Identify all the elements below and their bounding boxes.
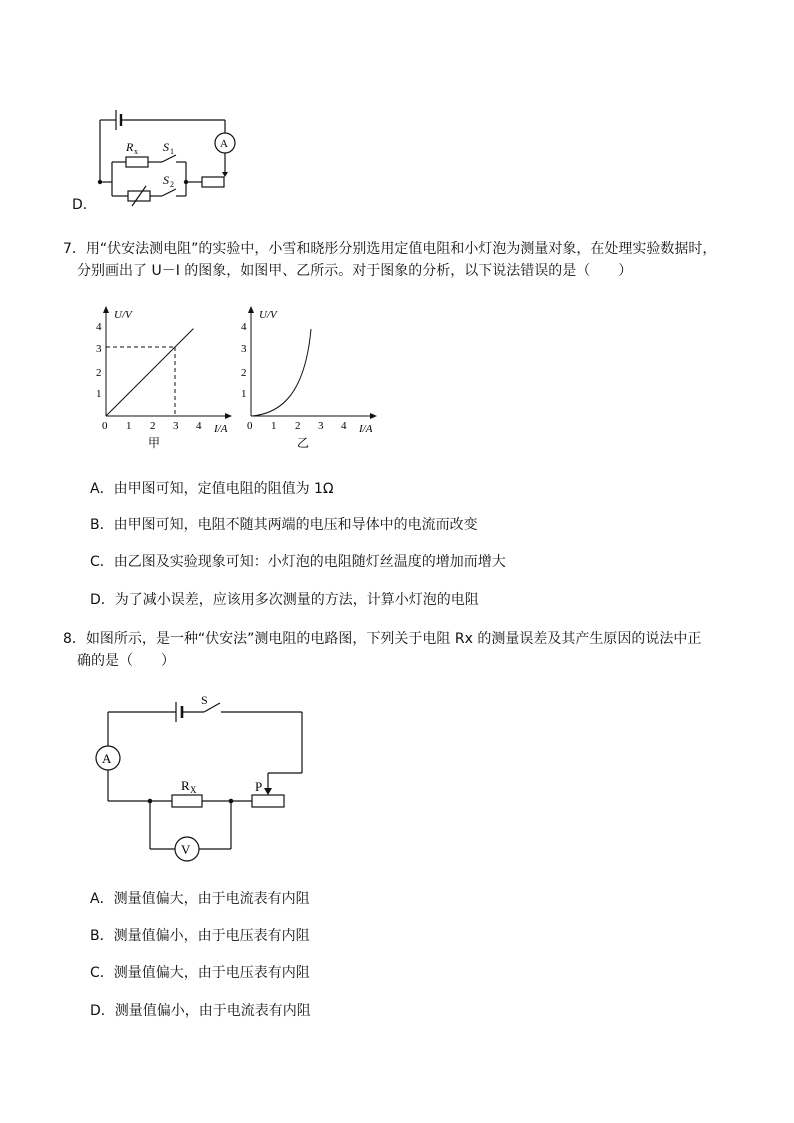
graph-caption: 乙	[297, 436, 310, 450]
q8-option-b[interactable]: B．测量值偏小，由于电压表有内阻	[90, 928, 310, 944]
rx-label: R	[181, 778, 190, 793]
q6-option-d-label: D．	[72, 197, 97, 213]
q8-option-c[interactable]: C．测量值偏大，由于电压表有内阻	[90, 965, 310, 981]
switch-label: S	[201, 693, 208, 707]
q7-option-d[interactable]: D．为了减小误差，应该用多次测量的方法，计算小灯泡的电阻	[90, 592, 479, 608]
origin-label: 0	[247, 420, 253, 432]
rx-label: R	[126, 140, 134, 154]
rx-subscript: x	[134, 147, 138, 156]
q7-option-c[interactable]: C．由乙图及实验现象可知：小灯泡的电阻随灯丝温度的增加而增大	[90, 554, 506, 570]
x-tick-4: 4	[196, 420, 202, 432]
x-tick-2: 2	[295, 420, 301, 432]
x-axis-label: I/A	[359, 423, 373, 435]
x-tick-2: 2	[150, 420, 156, 432]
x-axis-label: I/A	[214, 423, 228, 435]
y-axis-label: U/V	[114, 309, 132, 321]
s2-label: S	[163, 173, 169, 187]
data-line	[106, 329, 193, 416]
voltmeter-label: V	[181, 842, 191, 857]
y-tick-1: 1	[241, 388, 247, 400]
data-curve	[251, 329, 311, 416]
rheostat	[202, 177, 224, 187]
s1-subscript: 1	[170, 147, 174, 156]
rx-subscript: X	[190, 785, 197, 795]
q7-stem-line1: 7．用“伏安法测电阻”的实验中，小雪和晓彤分别选用定值电阻和小灯泡为测量对象，在处理实验数据时，	[63, 241, 717, 257]
x-tick-4: 4	[341, 420, 347, 432]
y-tick-2: 2	[241, 367, 247, 379]
y-tick-3: 3	[241, 343, 247, 355]
x-tick-3: 3	[318, 420, 324, 432]
slider-label: P	[255, 779, 263, 794]
s1-label: S	[163, 140, 169, 154]
switch-s1	[162, 155, 176, 162]
graph-jia	[90, 305, 240, 455]
x-tick-1: 1	[126, 420, 132, 432]
s2-subscript: 2	[170, 180, 174, 189]
y-tick-1: 1	[96, 388, 102, 400]
x-tick-1: 1	[271, 420, 277, 432]
q6-circuit-diagram	[90, 100, 270, 210]
q8-option-a[interactable]: A．测量值偏大，由于电流表有内阻	[90, 891, 310, 907]
y-tick-4: 4	[241, 321, 247, 333]
y-tick-4: 4	[96, 321, 102, 333]
switch-s2	[162, 189, 176, 196]
ammeter-label: A	[220, 138, 228, 150]
q7-option-a[interactable]: A．由甲图可知，定值电阻的阻值为 1Ω	[90, 481, 334, 497]
q8-stem-line2: 确的是（ ）	[77, 653, 175, 669]
q8-stem-line1: 8．如图所示，是一种“伏安法”测电阻的电路图，下列关于电阻 Rx 的测量误差及其产生原因的说法中正	[63, 631, 702, 647]
q7-stem-line2: 分别画出了 U－I 的图象，如图甲、乙所示。对于图象的分析，以下说法错误的是（ ）	[77, 263, 633, 279]
x-tick-3: 3	[173, 420, 179, 432]
graph-yi	[235, 305, 385, 455]
origin-label: 0	[102, 420, 108, 432]
q8-option-d[interactable]: D．测量值偏小，由于电流表有内阻	[90, 1003, 311, 1019]
graph-caption: 甲	[148, 436, 161, 450]
y-axis-label: U/V	[259, 309, 277, 321]
ammeter-label: A	[102, 751, 112, 766]
rx-resistor	[126, 157, 148, 167]
q8-circuit-diagram	[90, 688, 320, 868]
y-tick-3: 3	[96, 343, 102, 355]
y-tick-2: 2	[96, 367, 102, 379]
rx-resistor	[172, 795, 202, 807]
rheostat	[252, 795, 284, 807]
variable-resistor-arrow	[132, 186, 146, 206]
q7-option-b[interactable]: B．由甲图可知，电阻不随其两端的电压和导体中的电流而改变	[90, 517, 478, 533]
